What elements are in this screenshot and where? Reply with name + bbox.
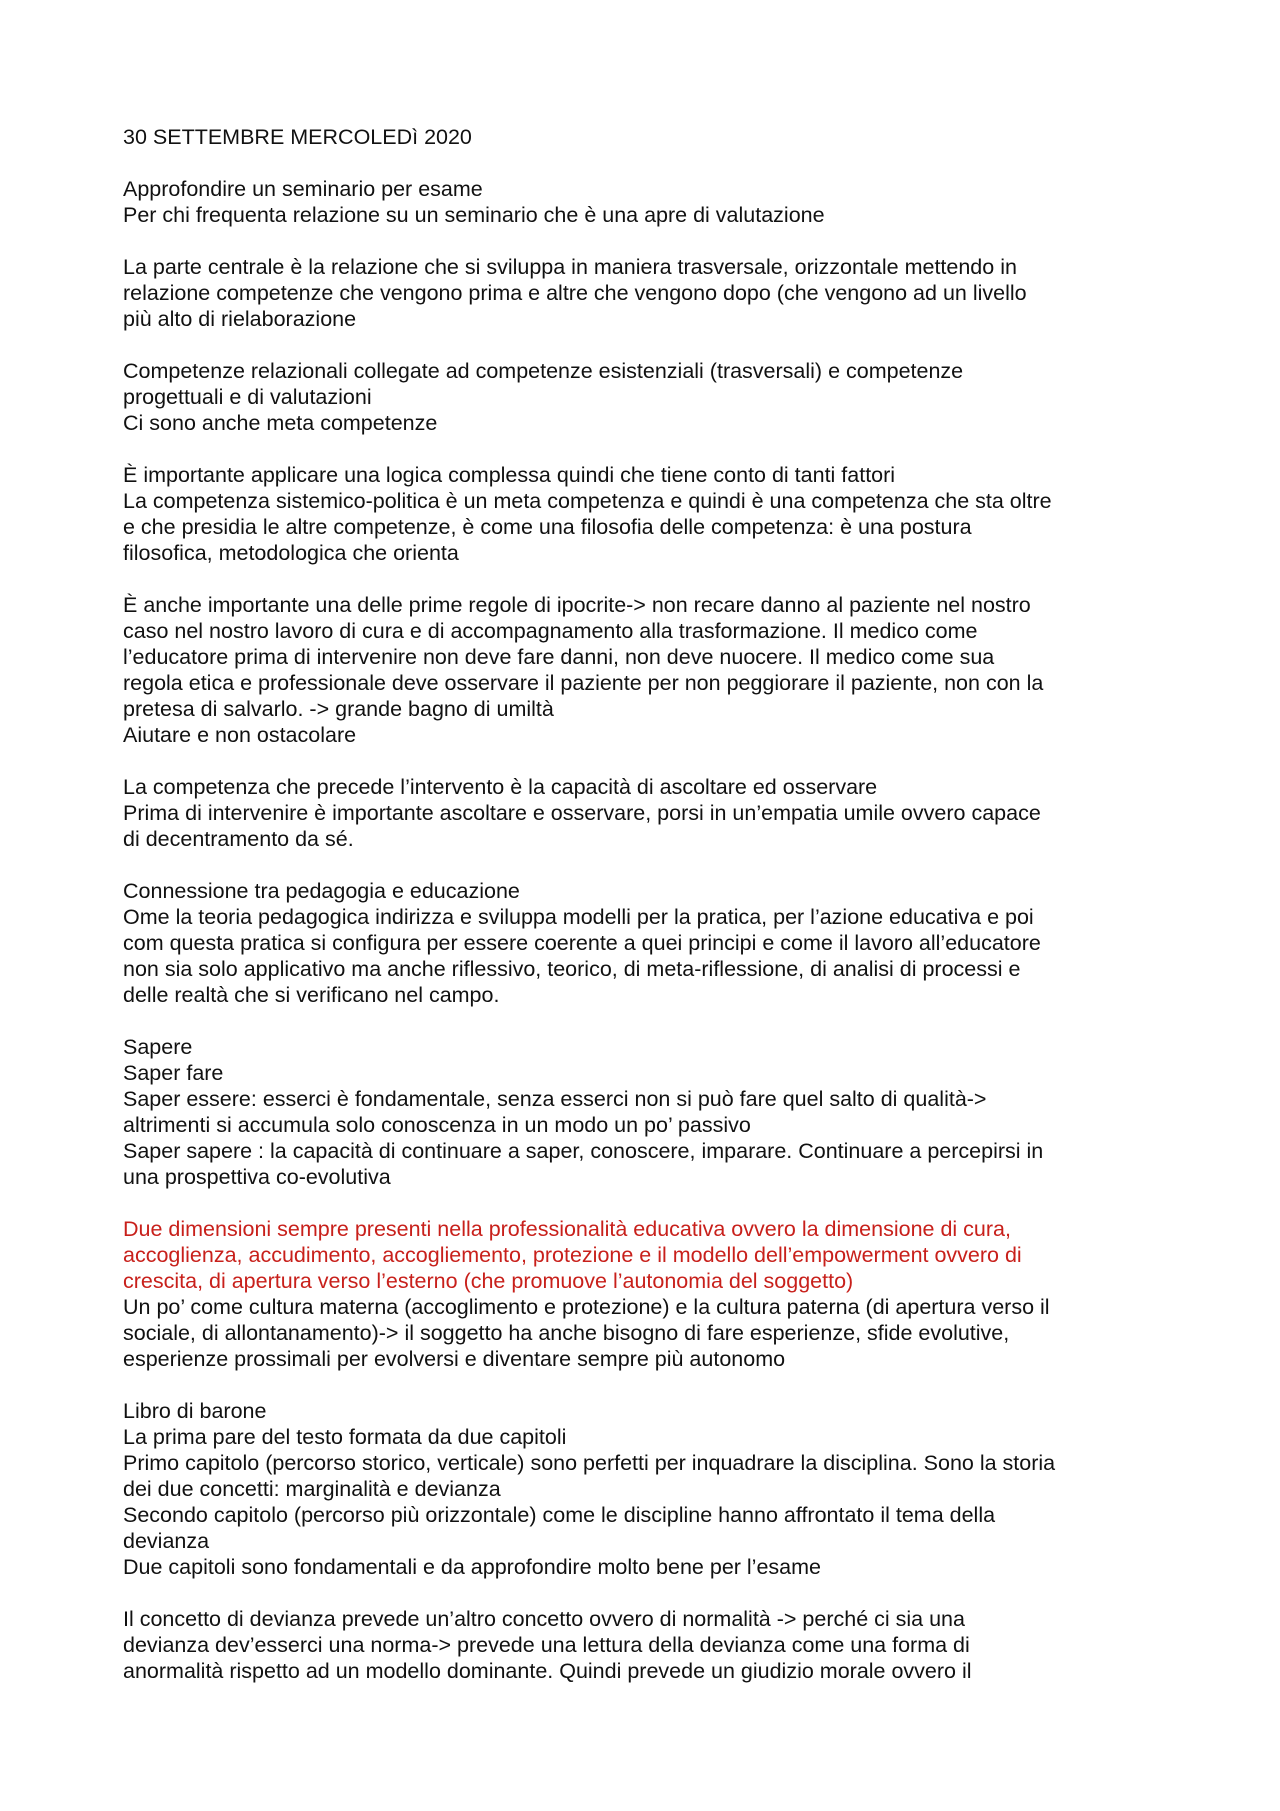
text-line: regola etica e professionale deve osservare il paziente per non peggiorare il paziente, non con la <box>123 671 1044 695</box>
paragraph-spacer <box>123 228 1183 254</box>
text-line: Primo capitolo (percorso storico, verticale) sono perfetti per inquadrare la disciplina. Sono la storia <box>123 1451 1056 1475</box>
text-line: anormalità rispetto ad un modello dominante. Quindi prevede un giudizio morale ovvero il <box>123 1659 972 1683</box>
paragraph-spacer <box>123 1580 1183 1606</box>
paragraph-spacer <box>123 1008 1183 1034</box>
text-line: filosofica, metodologica che orienta <box>123 541 459 565</box>
text-line: una prospettiva co-evolutiva <box>123 1165 391 1189</box>
paragraph-spacer <box>123 150 1183 176</box>
text-line: Approfondire un seminario per esame <box>123 177 483 201</box>
text-line: Ome la teoria pedagogica indirizza e sviluppa modelli per la pratica, per l’azione educativa e poi <box>123 905 1034 929</box>
text-line: di decentramento da sé. <box>123 827 354 851</box>
text-line: Un po’ come cultura materna (accoglimento e protezione) e la cultura paterna (di apertura verso il <box>123 1295 1050 1319</box>
text-line: Per chi frequenta relazione su un seminario che è una apre di valutazione <box>123 203 825 227</box>
text-line: La competenza che precede l’intervento è la capacità di ascoltare ed osservare <box>123 775 878 799</box>
text-line: Il concetto di devianza prevede un’altro concetto ovvero di normalità -> perché ci sia una <box>123 1607 965 1631</box>
text-line: Aiutare e non ostacolare <box>123 723 357 747</box>
text-line: non sia solo applicativo ma anche riflessivo, teorico, di meta-riflessione, di analisi di processi e <box>123 957 1021 981</box>
text-line: relazione competenze che vengono prima e altre che vengono dopo (che vengono ad un livello <box>123 281 1027 305</box>
text-line: altrimenti si accumula solo conoscenza in un modo un po’ passivo <box>123 1113 751 1137</box>
text-line: pretesa di salvarlo. -> grande bagno di umiltà <box>123 697 554 721</box>
text-line: Saper essere: esserci è fondamentale, senza esserci non si può fare quel salto di qualità-> <box>123 1087 987 1111</box>
highlighted-text-line: crescita, di apertura verso l’esterno (che promuove l’autonomia del soggetto) <box>123 1269 854 1293</box>
text-line: più alto di rielaborazione <box>123 307 357 331</box>
text-line: Secondo capitolo (percorso più orizzontale) come le discipline hanno affrontato il tema della <box>123 1503 996 1527</box>
text-line: sociale, di allontanamento)-> il soggetto ha anche bisogno di fare esperienze, sfide evolutive, <box>123 1321 1010 1345</box>
text-line: devianza dev’esserci una norma-> prevede una lettura della devianza come una forma di <box>123 1633 970 1657</box>
text-line: caso nel nostro lavoro di cura e di accompagnamento alla trasformazione. Il medico come <box>123 619 978 643</box>
document-page <box>123 124 1183 1684</box>
paragraph-spacer <box>123 852 1183 878</box>
text-line: com questa pratica si configura per essere coerente a quei principi e come il lavoro all’educatore <box>123 931 1041 955</box>
text-line: progettuali e di valutazioni <box>123 385 372 409</box>
text-line: È anche importante una delle prime regole di ipocrite-> non recare danno al paziente nel nostro <box>123 593 1031 617</box>
text-line: delle realtà che si verificano nel campo. <box>123 983 500 1007</box>
paragraph-spacer <box>123 748 1183 774</box>
text-line: esperienze prossimali per evolversi e diventare sempre più autonomo <box>123 1347 786 1371</box>
text-line: È importante applicare una logica complessa quindi che tiene conto di tanti fattori <box>123 463 896 487</box>
text-line: Libro di barone <box>123 1399 267 1423</box>
text-line: Saper fare <box>123 1061 224 1085</box>
text-line: Saper sapere : la capacità di continuare a saper, conoscere, imparare. Continuare a percepirsi in <box>123 1139 1044 1163</box>
paragraph-spacer <box>123 332 1183 358</box>
text-line: e che presidia le altre competenze, è come una filosofia delle competenza: è una postura <box>123 515 972 539</box>
text-line: Sapere <box>123 1035 193 1059</box>
paragraph-spacer <box>123 566 1183 592</box>
text-line: La parte centrale è la relazione che si sviluppa in maniera trasversale, orizzontale mettendo in <box>123 255 1017 279</box>
text-line: La prima pare del testo formata da due capitoli <box>123 1425 567 1449</box>
text-line: l’educatore prima di intervenire non deve fare danni, non deve nuocere. Il medico come sua <box>123 645 995 669</box>
text-line: devianza <box>123 1529 210 1553</box>
text-line: Due capitoli sono fondamentali e da approfondire molto bene per l’esame <box>123 1555 821 1579</box>
paragraph-spacer <box>123 436 1183 462</box>
text-line: Ci sono anche meta competenze <box>123 411 438 435</box>
paragraph-spacer <box>123 1190 1183 1216</box>
text-line: dei due concetti: marginalità e devianza <box>123 1477 501 1501</box>
document-date-heading: 30 SETTEMBRE MERCOLEDì 2020 <box>123 125 472 149</box>
highlighted-text-line: Due dimensioni sempre presenti nella professionalità educativa ovvero la dimensione di cura, <box>123 1217 1011 1241</box>
highlighted-text-line: accoglienza, accudimento, accogliemento, protezione e il modello dell’empowerment ovvero di <box>123 1243 1022 1267</box>
text-line: La competenza sistemico-politica è un meta competenza e quindi è una competenza che sta oltre <box>123 489 1052 513</box>
paragraph-spacer <box>123 1372 1183 1398</box>
text-line: Prima di intervenire è importante ascoltare e osservare, porsi in un’empatia umile ovvero capace <box>123 801 1041 825</box>
text-line: Connessione tra pedagogia e educazione <box>123 879 520 903</box>
text-line: Competenze relazionali collegate ad competenze esistenziali (trasversali) e competenze <box>123 359 964 383</box>
